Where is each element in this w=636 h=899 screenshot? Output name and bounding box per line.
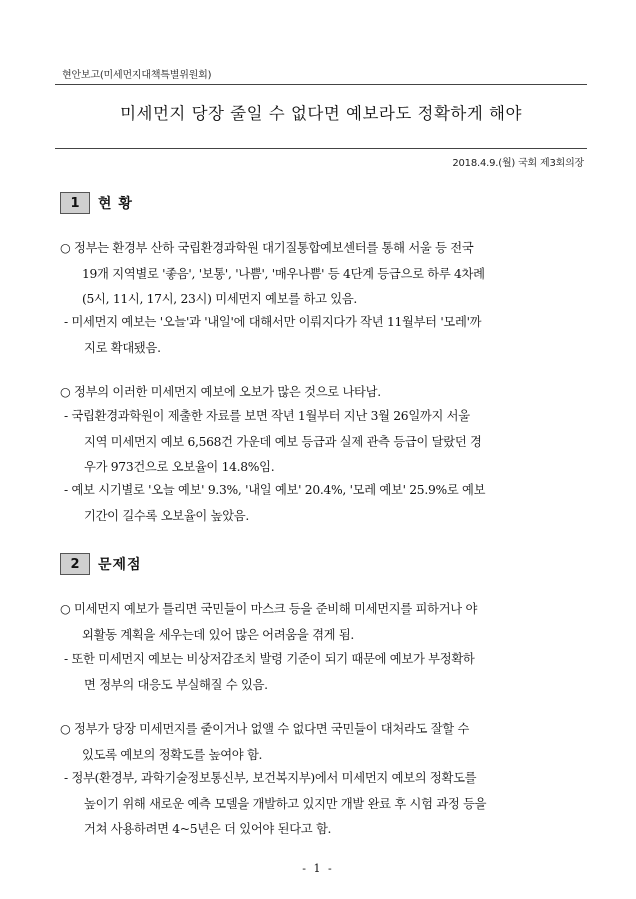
- item-text: 높이기 위해 새로운 예측 모델을 개발하고 있지만 개발 완료 후 시험 과정 등을: [84, 796, 487, 811]
- section-heading: [60, 553, 142, 575]
- bullet-circle: ○: [60, 602, 71, 616]
- document-date: 2018.4.9.(월) 국회 제3회의장: [452, 158, 584, 169]
- bullet-dash: -: [64, 652, 68, 666]
- item-text: 정부의 이러한 미세먼지 예보에 오보가 많은 것으로 나타남.: [74, 385, 381, 399]
- item-text: 기간이 길수록 오보율이 높았음.: [84, 508, 249, 523]
- item-text: 거쳐 사용하려면 4~5년은 더 있어야 된다고 함.: [84, 822, 332, 836]
- bullet-dash: -: [64, 315, 68, 329]
- section-number-badge: 2: [60, 553, 90, 575]
- section-number-badge: 1: [60, 192, 90, 214]
- item-text: (5시, 11시, 17시, 23시) 미세먼지 예보를 하고 있음.: [82, 292, 358, 306]
- item-text: 지역 미세먼지 예보 6,568건 가운데 예보 등급과 실제 관측 등급이 달랐던 경: [84, 434, 482, 449]
- item-text: 있도록 예보의 정확도를 높여야 함.: [82, 747, 263, 762]
- list-item: [64, 404, 584, 481]
- list-item: [64, 647, 584, 698]
- item-text: 예보 시기별로 '오늘 예보' 9.3%, '내일 예보' 20.4%, '모레 예보' 25.9%로 예보: [71, 483, 486, 497]
- item-text: 지로 확대됐음.: [84, 340, 161, 355]
- section-heading: [60, 192, 133, 214]
- list-item: [64, 310, 584, 361]
- item-text: 19개 지역별로 '좋음', '보통', '나쁨', '매우나쁨' 등 4단계 등급으로 하루 4차례: [82, 266, 485, 281]
- item-text: 정부가 당장 미세먼지를 줄이거나 없앨 수 없다면 국민들이 대처라도 잘할 수: [74, 722, 470, 736]
- section-title: 문제점: [98, 557, 142, 573]
- title-divider: [55, 148, 587, 149]
- list-item: [64, 766, 584, 843]
- list-item: [60, 597, 580, 648]
- document-title: 미세먼지 당장 줄일 수 없다면 예보라도 정확하게 해야: [120, 104, 522, 123]
- item-text: 미세먼지 예보는 '오늘'과 '내일'에 대해서만 이뤄지다가 작년 11월부터 '모레'까: [71, 315, 482, 329]
- item-text: 정부는 환경부 산하 국립환경과학원 대기질통합예보센터를 통해 서울 등 전국: [74, 241, 474, 255]
- item-text: 또한 미세먼지 예보는 비상저감조치 발령 기준이 되기 때문에 예보가 부정확하: [71, 652, 475, 666]
- item-text: 외활동 계획을 세우는데 있어 많은 어려움을 겪게 됨.: [82, 627, 355, 642]
- item-text: 면 정부의 대응도 부실해질 수 있음.: [84, 677, 268, 692]
- bullet-dash: -: [64, 771, 68, 785]
- bullet-dash: -: [64, 483, 68, 497]
- list-item: [60, 717, 580, 768]
- bullet-circle: ○: [60, 722, 71, 736]
- section-title: 현 황: [98, 196, 133, 212]
- list-item: [60, 236, 580, 313]
- page-number: - 1 -: [302, 862, 334, 875]
- list-item: [60, 380, 580, 406]
- item-text: 정부(환경부, 과학기술정보통신부, 보건복지부)에서 미세먼지 예보의 정확도를: [71, 771, 477, 785]
- item-text: 미세먼지 예보가 틀리면 국민들이 마스크 등을 준비해 미세먼지를 피하거나 야: [74, 602, 478, 616]
- bullet-circle: ○: [60, 241, 71, 255]
- header-organization: 현안보고(미세먼지대책특별위원회): [62, 70, 212, 81]
- bullet-dash: -: [64, 409, 68, 423]
- header-divider: [55, 84, 587, 85]
- list-item: [64, 478, 584, 529]
- item-text: 국립환경과학원이 제출한 자료를 보면 작년 1월부터 지난 3월 26일까지 서울: [71, 409, 470, 423]
- item-text: 우가 973건으로 오보율이 14.8%임.: [84, 460, 275, 474]
- bullet-circle: ○: [60, 385, 71, 399]
